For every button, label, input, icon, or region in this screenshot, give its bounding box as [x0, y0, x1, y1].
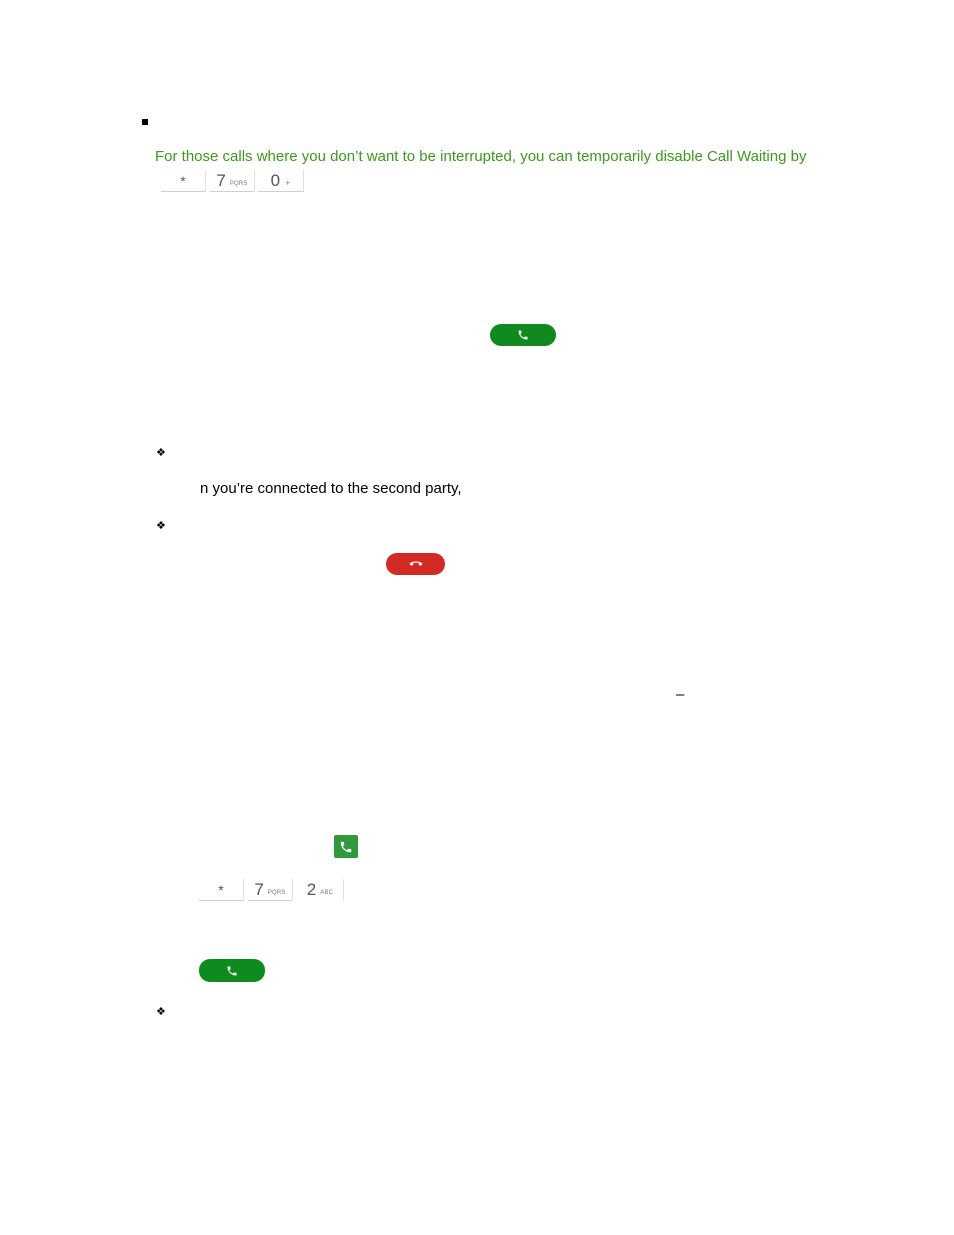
key-7-letters: PQRS — [267, 889, 286, 896]
key-7 — [248, 879, 293, 901]
key-star-label: * — [180, 172, 186, 189]
key-0-digit: 0 — [270, 170, 281, 190]
key-2-digit: 2 — [306, 880, 317, 899]
key-star — [161, 170, 206, 192]
end-call-button — [386, 553, 445, 575]
section-bullet — [142, 119, 148, 125]
call-button — [199, 959, 265, 982]
phone-icon — [517, 329, 529, 341]
key-star-label: * — [218, 881, 224, 898]
call-waiting-note: For those calls where you don’t want to be interrupted, you can temporarily disable Call Waiting by — [155, 148, 807, 165]
key-7 — [210, 170, 255, 192]
diamond-bullet: ❖ — [156, 519, 166, 532]
end-call-icon — [409, 560, 423, 568]
step-text: n you’re connected to the second party, — [200, 480, 462, 497]
key-7-digit: 7 — [216, 170, 226, 190]
key-7-digit: 7 — [254, 879, 264, 899]
key-star — [199, 879, 244, 901]
key-2-letters: ABC — [320, 890, 334, 896]
phone-icon — [226, 965, 238, 977]
key-0 — [258, 170, 304, 192]
phone-app-icon — [334, 835, 358, 858]
key-2 — [297, 879, 344, 901]
diamond-bullet: ❖ — [156, 1005, 166, 1018]
phone-icon — [339, 840, 353, 854]
dash-mark: – — [676, 686, 685, 703]
key-7-letters: PQRS — [229, 180, 248, 187]
key-0-plus: + — [285, 177, 291, 188]
diamond-bullet: ❖ — [156, 446, 166, 459]
call-button — [490, 324, 556, 346]
